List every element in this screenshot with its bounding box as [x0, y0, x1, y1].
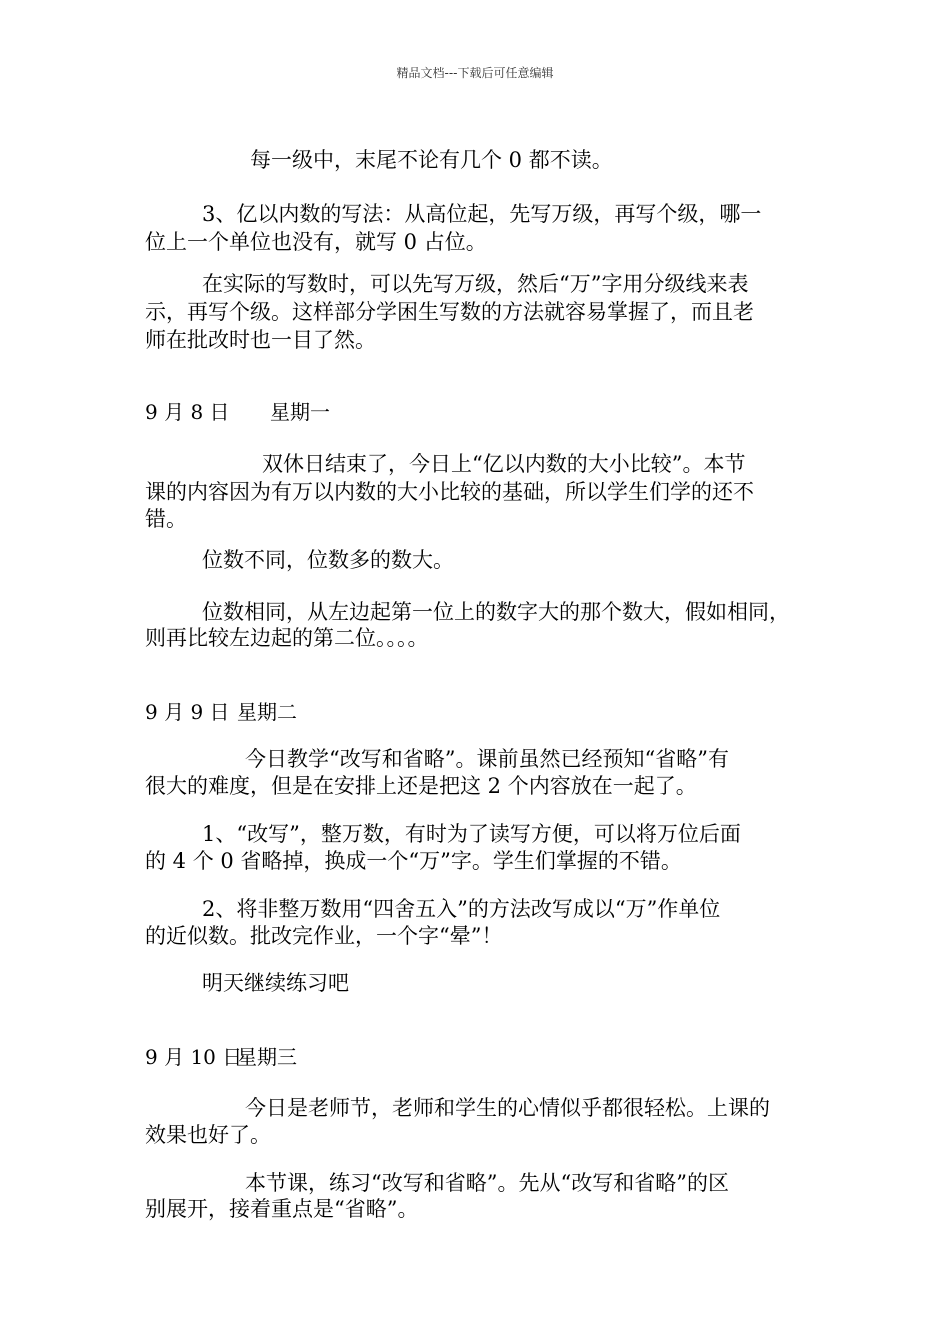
page-header: 精品文档---下载后可任意编辑	[396, 66, 554, 80]
paragraph-line: 师在批改时也一目了然。	[145, 328, 376, 352]
paragraph-line: 别展开，接着重点是“省略”。	[145, 1197, 419, 1221]
entry-date: 9 月 9 日	[145, 700, 230, 724]
paragraph-line: 则再比较左边起的第二位。。。。	[145, 626, 429, 650]
paragraph-line: 示，再写个级。这样部分学困生写数的方法就容易掌握了，而且老	[145, 300, 754, 324]
paragraph-line: 课的内容因为有万以内数的大小比较的基础，所以学生们学的还不	[145, 480, 754, 504]
paragraph-line: 双休日结束了，今日上“亿以内数的大小比较”。本节	[262, 452, 746, 476]
paragraph-line: 在实际的写数时，可以先写万级，然后“万”字用分级线来表	[202, 272, 749, 296]
paragraph-line: 2、将非整万数用“四舍五入”的方法改写成以“万”作单位	[202, 897, 721, 921]
paragraph-line: 本节课，练习“改写和省略”。先从“改写和省略”的区	[245, 1171, 729, 1195]
entry-weekday: 星期二	[237, 700, 297, 724]
paragraph-line: 1、“改写”，整万数，有时为了读写方便，可以将万位后面	[202, 822, 741, 846]
entry-weekday: 星期一	[270, 400, 330, 424]
entry-weekday: 星期三	[237, 1045, 297, 1069]
paragraph-line: 的 4 个 0 省略掉，换成一个“万”字。学生们掌握的不错。	[145, 849, 682, 873]
paragraph-line: 今日教学“改写和省略”。课前虽然已经预知“省略”有	[245, 747, 729, 771]
paragraph-line: 今日是老师节，老师和学生的心情似乎都很轻松。上课的	[245, 1096, 770, 1120]
entry-date: 9 月 8 日	[145, 400, 230, 424]
entry-date: 9 月 10 日	[145, 1045, 243, 1069]
paragraph-line: 很大的难度，但是在安排上还是把这 2 个内容放在一起了。	[145, 774, 697, 798]
paragraph-line: 效果也好了。	[145, 1123, 271, 1147]
paragraph-line: 位数相同，从左边起第一位上的数字大的那个数大，假如相同，	[202, 600, 790, 624]
paragraph-line: 3、亿以内数的写法：从高位起，先写万级，再写个级，哪一	[202, 202, 762, 226]
paragraph-line: 位上一个单位也没有，就写 0 占位。	[145, 230, 487, 254]
paragraph-line: 错。	[145, 507, 187, 531]
paragraph-line: 明天继续练习吧	[202, 971, 349, 995]
paragraph-line: 的近似数。批改完作业，一个字“晕”！	[145, 924, 503, 948]
paragraph-line: 每一级中，末尾不论有几个 0 都不读。	[250, 148, 613, 172]
paragraph-line: 位数不同，位数多的数大。	[202, 548, 454, 572]
